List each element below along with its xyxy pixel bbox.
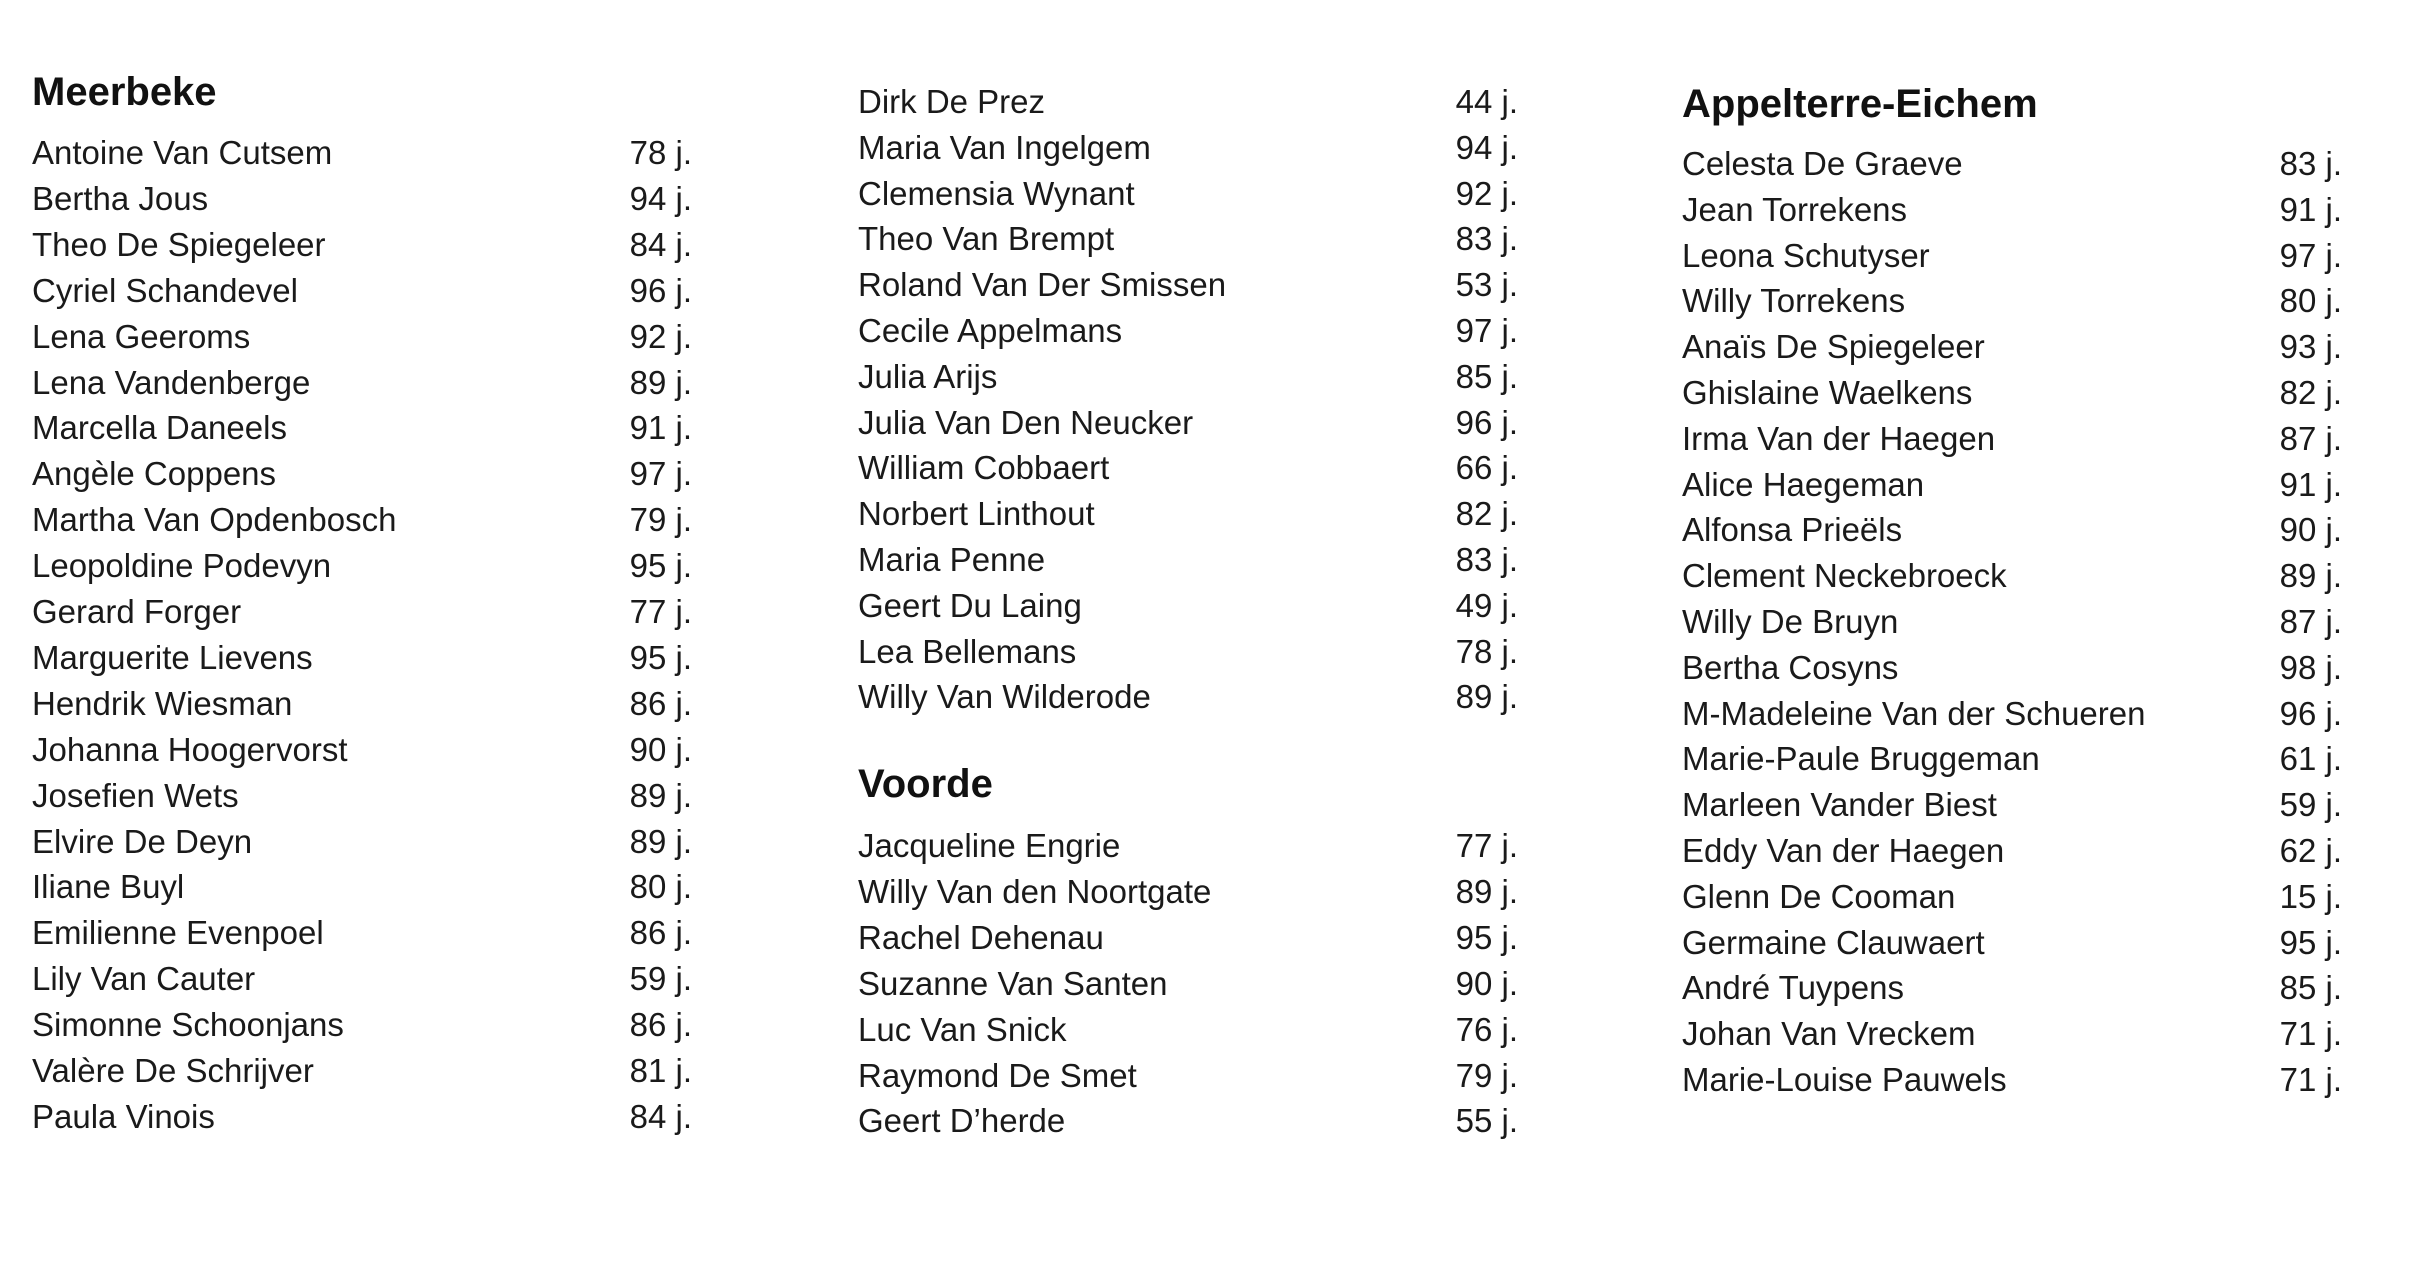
person-age: 59 j. [629,960,692,998]
list-item [858,869,1518,915]
person-age: 95 j. [2279,923,2342,961]
person-name: Eddy Van der Haegen [1682,832,2005,869]
person-name: Cyriel Schandevel [32,271,298,309]
person-name: Willy Van Wilderode [858,678,1151,716]
list-item [1682,416,2342,462]
person-name: Martha Van Opdenbosch [32,501,397,539]
person-name: Irma Van der Haegen [1682,419,1996,457]
person-name: Lea Bellemans [858,632,1077,670]
person-name: Julia Arijs [858,357,998,395]
person-name: Roland Van Der Smissen [858,266,1227,304]
list-item [858,262,1518,308]
person-age: 97 j. [1455,312,1518,349]
person-age: 79 j. [629,501,692,539]
person-age: 15 j. [2279,877,2342,915]
person-name: Celesta De Graeve [1682,145,1963,182]
list-item [1682,278,2342,324]
section-title-meerbeke: Meerbeke [32,70,217,114]
person-age: 97 j. [2279,236,2342,274]
list-item [32,635,692,681]
section-title-voorde: Voorde [858,762,993,806]
person-name: Jean Torrekens [1682,190,1908,228]
person-name: Gerard Forger [32,593,242,630]
person-name: Willy Van den Noortgate [858,872,1212,910]
person-age: 91 j. [2279,465,2342,503]
person-name: Glenn De Cooman [1682,877,1956,915]
person-age: 84 j. [629,1097,692,1135]
person-age: 61 j. [2279,740,2342,778]
person-name: Luc Van Snick [858,1010,1067,1048]
list-item [858,537,1518,583]
person-name: Valère De Schrijver [32,1052,314,1089]
person-age: 90 j. [629,730,692,768]
list-item [32,222,692,268]
person-age: 80 j. [2279,282,2342,320]
person-age: 98 j. [2279,648,2342,686]
person-age: 66 j. [1455,449,1518,487]
list-item [858,915,1518,961]
person-age: 71 j. [2279,1061,2342,1098]
person-name: Johan Van Vreckem [1682,1015,1976,1053]
list-item [32,1048,692,1094]
person-age: 95 j. [1455,918,1518,956]
person-name: Cecile Appelmans [858,312,1123,349]
list-item [858,171,1518,217]
person-age: 89 j. [1455,872,1518,910]
list-item [858,961,1518,1007]
person-name: Julia Van Den Neucker [858,403,1194,441]
person-name: Germaine Clauwaert [1682,923,1985,961]
person-age: 53 j. [1455,266,1518,304]
person-age: 83 j. [2279,145,2342,182]
person-age: 93 j. [2279,328,2342,366]
list-item [1682,874,2342,920]
person-age: 82 j. [1455,495,1518,533]
person-name: Alice Haegeman [1682,465,1925,503]
list-item [858,629,1518,675]
list-item [32,268,692,314]
person-name: Theo De Spiegeleer [32,225,326,263]
person-age: 95 j. [629,638,692,676]
person-name: Raymond De Smet [858,1056,1137,1094]
list-item [32,314,692,360]
list-item [32,864,692,910]
person-name: Marie-Paule Bruggeman [1682,740,2040,778]
list-item [1682,782,2342,828]
list-item [32,819,692,865]
person-name: Willy De Bruyn [1682,603,1899,640]
person-age: 91 j. [629,409,692,447]
person-age: 86 j. [629,1006,692,1044]
person-name: Marguerite Lievens [32,638,313,676]
person-name: Willy Torrekens [1682,282,1906,320]
person-name: William Cobbaert [858,449,1110,487]
person-age: 89 j. [2279,557,2342,595]
person-age: 90 j. [2279,511,2342,549]
list-item [1682,691,2342,737]
person-age: 89 j. [629,776,692,814]
list-item [1682,1011,2342,1057]
list-item [858,125,1518,171]
person-age: 87 j. [2279,419,2342,457]
list-item [32,543,692,589]
list-item [32,773,692,819]
person-name: Marcella Daneels [32,409,287,447]
person-age: 89 j. [629,363,692,401]
person-name: Elvire De Deyn [32,822,253,860]
list-item [32,497,692,543]
section-title-appelterre-eichem: Appelterre-Eichem [1682,82,2038,126]
person-name: Theo Van Brempt [858,220,1115,258]
list-item [858,1007,1518,1053]
person-age: 85 j. [1455,357,1518,395]
list-item [32,360,692,406]
person-age: 77 j. [1455,827,1518,864]
list-item [32,405,692,451]
person-name: Antoine Van Cutsem [32,134,333,171]
person-age: 55 j. [1455,1102,1518,1140]
person-age: 89 j. [1455,678,1518,716]
list-item [858,79,1518,125]
person-age: 78 j. [1455,632,1518,670]
person-name: Marie-Louise Pauwels [1682,1061,2007,1098]
person-age: 78 j. [629,134,692,171]
list-item [32,681,692,727]
person-name: Angèle Coppens [32,455,277,493]
list-item [32,1094,692,1140]
person-age: 84 j. [629,225,692,263]
list-item [858,491,1518,537]
list-item [1682,736,2342,782]
list-item [1682,645,2342,691]
list-item [858,583,1518,629]
person-age: 96 j. [1455,403,1518,441]
list-item [32,130,692,176]
list-item [1682,324,2342,370]
list-item [858,674,1518,720]
person-name: Suzanne Van Santen [858,964,1168,1002]
list-item [1682,920,2342,966]
list-item [1682,233,2342,279]
list-item [858,1053,1518,1099]
person-age: 71 j. [2279,1015,2342,1053]
list-item [32,910,692,956]
person-age: 96 j. [629,271,692,309]
list-item [858,823,1518,869]
person-name: Maria Van Ingelgem [858,128,1151,166]
person-name: Johanna Hoogervorst [32,730,348,768]
person-name: Clement Neckebroeck [1682,557,2007,595]
person-age: 62 j. [2279,832,2342,869]
person-name: Simonne Schoonjans [32,1006,344,1044]
list-item [1682,553,2342,599]
list-item [858,1098,1518,1144]
person-age: 92 j. [629,317,692,355]
person-age: 86 j. [629,684,692,722]
person-name: Leona Schutyser [1682,236,1930,274]
list-item [32,589,692,635]
person-name: Marleen Vander Biest [1682,786,1997,824]
person-age: 96 j. [2279,694,2342,732]
person-age: 91 j. [2279,190,2342,228]
person-age: 59 j. [2279,786,2342,824]
list-item [1682,370,2342,416]
person-age: 79 j. [1455,1056,1518,1094]
list-item [858,445,1518,491]
person-age: 81 j. [629,1052,692,1089]
person-name: Bertha Jous [32,179,209,217]
list-item [32,956,692,1002]
person-name: André Tuypens [1682,969,1904,1007]
person-age: 77 j. [629,593,692,630]
person-name: M-Madeleine Van der Schueren [1682,694,2146,732]
person-age: 90 j. [1455,964,1518,1002]
person-name: Emilienne Evenpoel [32,914,324,952]
person-age: 94 j. [1455,128,1518,166]
person-age: 92 j. [1455,174,1518,212]
list-item [858,216,1518,262]
person-name: Maria Penne [858,541,1046,578]
list-item [1682,965,2342,1011]
person-age: 87 j. [2279,603,2342,640]
list-item [32,727,692,773]
person-name: Geert Du Laing [858,586,1082,624]
person-name: Anaïs De Spiegeleer [1682,328,1985,366]
person-age: 82 j. [2279,374,2342,411]
person-age: 89 j. [629,822,692,860]
person-name: Ghislaine Waelkens [1682,374,1973,411]
list-item [1682,507,2342,553]
person-age: 83 j. [1455,220,1518,258]
person-age: 86 j. [629,914,692,952]
list-item [32,1002,692,1048]
person-name: Rachel Dehenau [858,918,1104,956]
person-name: Alfonsa Prieëls [1682,511,1903,549]
person-age: 85 j. [2279,969,2342,1007]
person-name: Norbert Linthout [858,495,1095,533]
person-name: Geert D’herde [858,1102,1066,1140]
person-name: Lily Van Cauter [32,960,256,998]
person-name: Bertha Cosyns [1682,648,1899,686]
person-name: Paula Vinois [32,1097,215,1135]
person-name: Lena Vandenberge [32,363,311,401]
list-item [1682,599,2342,645]
list-item [858,354,1518,400]
person-age: 76 j. [1455,1010,1518,1048]
person-name: Jacqueline Engrie [858,827,1121,864]
list-item [32,176,692,222]
person-name: Hendrik Wiesman [32,684,293,722]
list-item [858,400,1518,446]
person-age: 80 j. [629,868,692,906]
person-age: 49 j. [1455,586,1518,624]
person-age: 95 j. [629,547,692,585]
person-name: Leopoldine Podevyn [32,547,332,585]
list-item [32,451,692,497]
list-item [1682,141,2342,187]
person-name: Iliane Buyl [32,868,185,906]
person-age: 97 j. [629,455,692,493]
person-name: Clemensia Wynant [858,174,1135,212]
person-name: Dirk De Prez [858,83,1046,120]
list-item [1682,462,2342,508]
person-name: Lena Geeroms [32,317,251,355]
list-item [1682,187,2342,233]
person-age: 83 j. [1455,541,1518,578]
person-age: 44 j. [1455,83,1518,120]
list-item [858,308,1518,354]
list-item [1682,828,2342,874]
person-name: Josefien Wets [32,776,239,814]
person-age: 94 j. [629,179,692,217]
list-item [1682,1057,2342,1103]
